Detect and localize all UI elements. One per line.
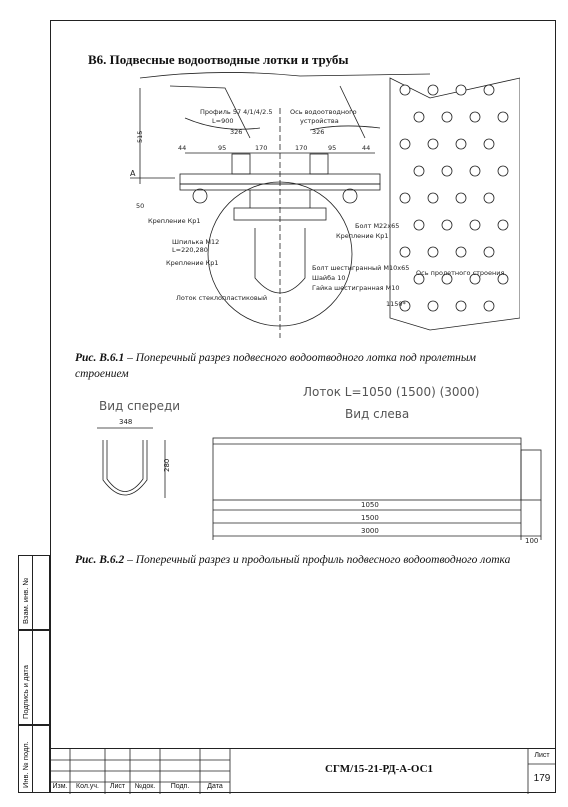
stamp-header-izm: Изм.: [52, 783, 68, 790]
label-mount3: Крепление Кр1: [166, 259, 219, 267]
label-mount1: Крепление Кр1: [148, 217, 201, 225]
plate-hole: [456, 247, 466, 257]
dim-170-right: 170: [295, 144, 308, 152]
figure2-caption-text: – Поперечный разрез и продольный профиль подвесного водоотводного лотка: [124, 554, 511, 566]
label-axis-device2: устройства: [300, 117, 339, 125]
dim-95-right: 95: [328, 144, 337, 152]
title-block: [50, 748, 556, 793]
side-swap-label: Взам. инв. №: [21, 577, 30, 624]
dim-280: 280: [163, 458, 171, 472]
figure1-caption: [75, 350, 515, 382]
dim-515: 515: [136, 130, 144, 143]
plate-hole: [428, 193, 438, 203]
tray-title: Лоток L=1050 (1500) (3000): [303, 385, 480, 399]
sheet-label: Лист: [534, 752, 550, 759]
figure1-caption-text: – Поперечный разрез подвесного водоотводного лотка под пролетным строением: [75, 352, 476, 380]
label-stud: Шпилька М12: [172, 238, 220, 246]
section-title: В6. Подвесные водоотводные лотки и трубы: [88, 52, 349, 67]
label-span-axis: Ось пролетного строения: [416, 269, 505, 277]
plate-hole: [498, 112, 508, 122]
label-nut: Гайка шестигранная М10: [312, 284, 400, 292]
plate-hole: [442, 220, 452, 230]
dim-1150: 1150*: [386, 300, 406, 308]
side-strip-sign: [18, 630, 50, 725]
label-bolt: Болт М22х65: [355, 222, 400, 230]
left-view-label: Вид слева: [345, 407, 410, 421]
plate-hole: [456, 193, 466, 203]
figure2-caption-number: Рис. В.6.2: [75, 554, 125, 566]
plate-hole: [400, 85, 410, 95]
figure2-caption: [75, 552, 535, 568]
dim-326-left: 326: [230, 128, 243, 136]
plate-hole: [400, 193, 410, 203]
plate-hole: [484, 85, 494, 95]
figure1-caption-number: Рис. В.6.1: [75, 352, 125, 364]
plate-hole: [428, 85, 438, 95]
side-sign-label: Подпись и дата: [21, 665, 30, 719]
section-a-label: А: [130, 169, 136, 178]
plate-hole: [498, 220, 508, 230]
label-bolt-hex: Болт шестигранный М10х65: [312, 264, 410, 272]
plate-hole: [484, 301, 494, 311]
document-code: СГМ/15-21-РД-А-ОС1: [324, 763, 434, 775]
plate-hole: [414, 112, 424, 122]
plate-hole: [428, 139, 438, 149]
plate-hole: [414, 166, 424, 176]
label-washer: Шайба 10: [312, 274, 346, 282]
side-strip-inv: [18, 725, 50, 793]
front-view-label: Вид спереди: [99, 399, 181, 413]
stamp-header-koluch: Кол.уч.: [76, 783, 99, 790]
plate-hole: [484, 139, 494, 149]
plate-hole: [442, 112, 452, 122]
dim-348: 348: [119, 418, 133, 426]
stamp-header-podp: Подп.: [170, 783, 190, 790]
side-strip-swap: [18, 555, 50, 630]
label-tray: Лоток стеклопластиковый: [176, 294, 268, 302]
plate-hole: [414, 220, 424, 230]
plate-hole: [470, 220, 480, 230]
sheet-number: 179: [533, 773, 551, 784]
plate-hole: [456, 301, 466, 311]
plate-hole: [498, 166, 508, 176]
plate-hole: [456, 139, 466, 149]
dim-1500: 1500: [361, 514, 379, 522]
figure-cross-section-drawing: [100, 68, 520, 340]
dim-44-left: 44: [178, 144, 187, 152]
dim-170-left: 170: [255, 144, 268, 152]
label-stud-len: L=220,280: [172, 246, 208, 254]
plate-hole: [470, 112, 480, 122]
plate-hole: [400, 247, 410, 257]
plate-hole: [456, 85, 466, 95]
dim-3000: 3000: [361, 527, 379, 535]
label-mount2: Крепление Кр1: [336, 232, 389, 240]
stamp-header-list: Лист: [109, 783, 126, 790]
label-profile: Профиль 57 4/1/4/2.5: [200, 108, 273, 116]
stamp-header-ndok: №док.: [134, 783, 156, 790]
plate-hole: [428, 247, 438, 257]
dim-44-right: 44: [362, 144, 371, 152]
side-inv-label: Инв. № подл.: [21, 741, 30, 788]
plate-hole: [400, 139, 410, 149]
plate-hole: [442, 166, 452, 176]
plate-hole: [470, 166, 480, 176]
dim-1050: 1050: [361, 501, 379, 509]
stamp-header-data: Дата: [207, 783, 223, 790]
dim-95-left: 95: [218, 144, 227, 152]
plate-hole: [484, 247, 494, 257]
dim-100: 100: [525, 537, 539, 545]
label-axis-device: Ось водоотводного: [290, 108, 357, 116]
plate-hole: [428, 301, 438, 311]
label-length: L=900: [212, 117, 234, 125]
dim-326-right: 326: [312, 128, 325, 136]
plate-hole: [484, 193, 494, 203]
dim-50: 50: [136, 202, 145, 210]
figure-tray-profile-drawing: [75, 380, 545, 550]
